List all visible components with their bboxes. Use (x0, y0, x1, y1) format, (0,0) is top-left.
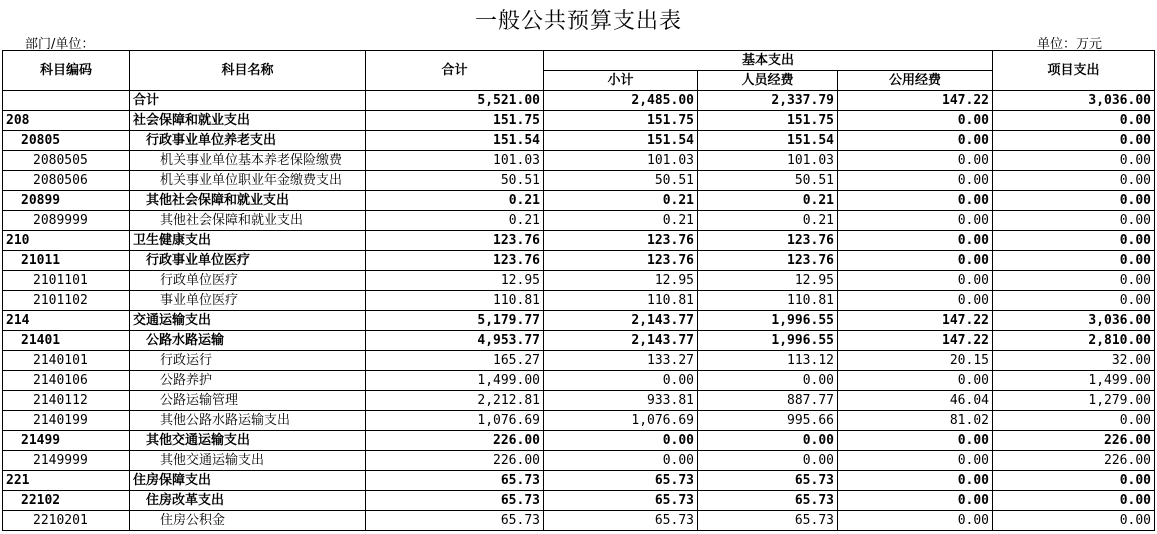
cell-code: 21011 (3, 251, 130, 271)
cell-project: 0.00 (993, 131, 1155, 151)
page-title: 一般公共预算支出表 (474, 9, 682, 34)
cell-personnel: 123.76 (698, 251, 838, 271)
header-public: 公用经费 (838, 71, 993, 91)
cell-subtotal: 1,076.69 (544, 411, 698, 431)
cell-subtotal: 0.00 (544, 371, 698, 391)
cell-total: 12.95 (366, 271, 544, 291)
cell-project: 0.00 (993, 191, 1155, 211)
cell-personnel: 0.00 (698, 431, 838, 451)
cell-name: 机关事业单位基本养老保险缴费 (130, 151, 366, 171)
cell-total: 0.21 (366, 211, 544, 231)
table-row[interactable] (3, 411, 1155, 431)
cell-total: 110.81 (366, 291, 544, 311)
cell-name: 住房保障支出 (130, 471, 366, 491)
header-project: 项目支出 (993, 51, 1155, 91)
cell-personnel: 151.75 (698, 111, 838, 131)
cell-subtotal: 101.03 (544, 151, 698, 171)
cell-total: 165.27 (366, 351, 544, 371)
table-row[interactable] (3, 91, 1155, 111)
cell-personnel: 0.21 (698, 191, 838, 211)
cell-personnel: 65.73 (698, 471, 838, 491)
cell-total: 4,953.77 (366, 331, 544, 351)
cell-public: 0.00 (838, 291, 993, 311)
table-row[interactable] (3, 451, 1155, 471)
cell-code: 20805 (3, 131, 130, 151)
table-row[interactable] (3, 131, 1155, 151)
cell-name: 其他公路水路运输支出 (130, 411, 366, 431)
cell-code: 2140106 (3, 371, 130, 391)
cell-personnel: 65.73 (698, 511, 838, 531)
cell-public: 81.02 (838, 411, 993, 431)
cell-name: 住房改革支出 (130, 491, 366, 511)
cell-name: 行政事业单位医疗 (130, 251, 366, 271)
cell-project: 0.00 (993, 231, 1155, 251)
cell-code: 2101101 (3, 271, 130, 291)
cell-subtotal: 12.95 (544, 271, 698, 291)
cell-total: 65.73 (366, 471, 544, 491)
cell-project: 226.00 (993, 451, 1155, 471)
cell-personnel: 0.00 (698, 451, 838, 471)
cell-name: 其他交通运输支出 (130, 451, 366, 471)
cell-public: 147.22 (838, 91, 993, 111)
cell-project: 3,036.00 (993, 311, 1155, 331)
cell-subtotal: 2,485.00 (544, 91, 698, 111)
cell-name: 事业单位医疗 (130, 291, 366, 311)
cell-name: 交通运输支出 (130, 311, 366, 331)
cell-subtotal: 50.51 (544, 171, 698, 191)
cell-personnel: 123.76 (698, 231, 838, 251)
table-row[interactable] (3, 151, 1155, 171)
table-row[interactable] (3, 431, 1155, 451)
cell-name: 其他交通运输支出 (130, 431, 366, 451)
cell-project: 32.00 (993, 351, 1155, 371)
cell-subtotal: 133.27 (544, 351, 698, 371)
cell-project: 3,036.00 (993, 91, 1155, 111)
cell-project: 0.00 (993, 171, 1155, 191)
cell-project: 0.00 (993, 491, 1155, 511)
cell-subtotal: 65.73 (544, 511, 698, 531)
table-row[interactable] (3, 191, 1155, 211)
cell-total: 101.03 (366, 151, 544, 171)
cell-code: 2080505 (3, 151, 130, 171)
cell-subtotal: 65.73 (544, 471, 698, 491)
table-row[interactable] (3, 351, 1155, 371)
cell-public: 0.00 (838, 431, 993, 451)
cell-subtotal: 123.76 (544, 231, 698, 251)
cell-subtotal: 2,143.77 (544, 311, 698, 331)
table-row[interactable] (3, 171, 1155, 191)
dept-label: 部门/单位： (25, 37, 95, 52)
cell-public: 147.22 (838, 331, 993, 351)
cell-name: 机关事业单位职业年金缴费支出 (130, 171, 366, 191)
header-name: 科目名称 (130, 51, 366, 91)
cell-code (3, 91, 130, 111)
cell-code: 210 (3, 231, 130, 251)
cell-total: 2,212.81 (366, 391, 544, 411)
cell-subtotal: 151.75 (544, 111, 698, 131)
cell-code: 2140199 (3, 411, 130, 431)
cell-project: 1,279.00 (993, 391, 1155, 411)
cell-public: 0.00 (838, 371, 993, 391)
cell-public: 0.00 (838, 451, 993, 471)
cell-subtotal: 2,143.77 (544, 331, 698, 351)
cell-name: 其他社会保障和就业支出 (130, 211, 366, 231)
cell-name: 住房公积金 (130, 511, 366, 531)
cell-code: 208 (3, 111, 130, 131)
cell-public: 0.00 (838, 471, 993, 491)
cell-code: 2210201 (3, 511, 130, 531)
cell-public: 0.00 (838, 131, 993, 151)
cell-public: 0.00 (838, 511, 993, 531)
cell-total: 50.51 (366, 171, 544, 191)
cell-name: 行政事业单位养老支出 (130, 131, 366, 151)
cell-code: 2149999 (3, 451, 130, 471)
table-row[interactable] (3, 491, 1155, 511)
cell-code: 21499 (3, 431, 130, 451)
cell-total: 0.21 (366, 191, 544, 211)
cell-public: 0.00 (838, 251, 993, 271)
cell-total: 65.73 (366, 491, 544, 511)
cell-personnel: 101.03 (698, 151, 838, 171)
cell-code: 20899 (3, 191, 130, 211)
cell-personnel: 2,337.79 (698, 91, 838, 111)
cell-code: 2140112 (3, 391, 130, 411)
cell-project: 0.00 (993, 251, 1155, 271)
cell-name: 其他社会保障和就业支出 (130, 191, 366, 211)
cell-total: 5,521.00 (366, 91, 544, 111)
cell-name: 社会保障和就业支出 (130, 111, 366, 131)
cell-public: 147.22 (838, 311, 993, 331)
cell-personnel: 0.00 (698, 371, 838, 391)
cell-personnel: 887.77 (698, 391, 838, 411)
cell-subtotal: 110.81 (544, 291, 698, 311)
unit-label: 单位：万元 (1037, 37, 1103, 52)
cell-subtotal: 151.54 (544, 131, 698, 151)
cell-personnel: 50.51 (698, 171, 838, 191)
cell-project: 0.00 (993, 151, 1155, 171)
cell-code: 2089999 (3, 211, 130, 231)
table-row[interactable] (3, 471, 1155, 491)
expenditure-table (2, 50, 1155, 531)
cell-public: 0.00 (838, 111, 993, 131)
cell-total: 226.00 (366, 431, 544, 451)
cell-public: 46.04 (838, 391, 993, 411)
header-total: 合计 (366, 51, 544, 91)
cell-total: 65.73 (366, 511, 544, 531)
cell-personnel: 1,996.55 (698, 311, 838, 331)
cell-public: 0.00 (838, 151, 993, 171)
cell-project: 226.00 (993, 431, 1155, 451)
cell-code: 2080506 (3, 171, 130, 191)
cell-public: 0.00 (838, 231, 993, 251)
header-code: 科目编码 (3, 51, 130, 91)
table-row[interactable] (3, 231, 1155, 251)
cell-personnel: 65.73 (698, 491, 838, 511)
table-row[interactable] (3, 331, 1155, 351)
table-row[interactable] (3, 371, 1155, 391)
cell-total: 226.00 (366, 451, 544, 471)
cell-personnel: 12.95 (698, 271, 838, 291)
table-row[interactable] (3, 111, 1155, 131)
cell-name: 公路运输管理 (130, 391, 366, 411)
table-row[interactable] (3, 251, 1155, 271)
table-row[interactable] (3, 291, 1155, 311)
cell-subtotal: 0.00 (544, 431, 698, 451)
cell-personnel: 1,996.55 (698, 331, 838, 351)
cell-total: 123.76 (366, 231, 544, 251)
cell-name: 公路养护 (130, 371, 366, 391)
cell-subtotal: 0.21 (544, 211, 698, 231)
cell-project: 0.00 (993, 111, 1155, 131)
cell-name: 公路水路运输 (130, 331, 366, 351)
cell-project: 0.00 (993, 511, 1155, 531)
cell-public: 0.00 (838, 271, 993, 291)
cell-personnel: 995.66 (698, 411, 838, 431)
cell-name: 行政单位医疗 (130, 271, 366, 291)
cell-public: 0.00 (838, 191, 993, 211)
cell-public: 0.00 (838, 491, 993, 511)
header-personnel: 人员经费 (698, 71, 838, 91)
cell-personnel: 113.12 (698, 351, 838, 371)
header-basic: 基本支出 (544, 51, 993, 71)
cell-subtotal: 0.00 (544, 451, 698, 471)
cell-code: 21401 (3, 331, 130, 351)
cell-public: 0.00 (838, 171, 993, 191)
cell-total: 151.75 (366, 111, 544, 131)
cell-subtotal: 0.21 (544, 191, 698, 211)
cell-total: 151.54 (366, 131, 544, 151)
cell-total: 1,076.69 (366, 411, 544, 431)
table-body (3, 91, 1155, 531)
cell-public: 0.00 (838, 211, 993, 231)
cell-personnel: 0.21 (698, 211, 838, 231)
cell-project: 0.00 (993, 411, 1155, 431)
cell-project: 0.00 (993, 471, 1155, 491)
cell-project: 0.00 (993, 271, 1155, 291)
cell-public: 20.15 (838, 351, 993, 371)
table-row[interactable] (3, 211, 1155, 231)
cell-total: 123.76 (366, 251, 544, 271)
table-row[interactable] (3, 311, 1155, 331)
cell-code: 214 (3, 311, 130, 331)
cell-project: 2,810.00 (993, 331, 1155, 351)
cell-total: 5,179.77 (366, 311, 544, 331)
cell-code: 22102 (3, 491, 130, 511)
cell-subtotal: 65.73 (544, 491, 698, 511)
header-subtotal: 小计 (544, 71, 698, 91)
table-row[interactable] (3, 391, 1155, 411)
cell-code: 221 (3, 471, 130, 491)
cell-name: 卫生健康支出 (130, 231, 366, 251)
cell-subtotal: 123.76 (544, 251, 698, 271)
cell-code: 2140101 (3, 351, 130, 371)
cell-name: 合计 (130, 91, 366, 111)
table-row[interactable] (3, 271, 1155, 291)
cell-project: 0.00 (993, 211, 1155, 231)
cell-name: 行政运行 (130, 351, 366, 371)
cell-project: 1,499.00 (993, 371, 1155, 391)
table-row[interactable] (3, 511, 1155, 531)
cell-subtotal: 933.81 (544, 391, 698, 411)
cell-personnel: 110.81 (698, 291, 838, 311)
cell-code: 2101102 (3, 291, 130, 311)
cell-personnel: 151.54 (698, 131, 838, 151)
cell-total: 1,499.00 (366, 371, 544, 391)
cell-project: 0.00 (993, 291, 1155, 311)
